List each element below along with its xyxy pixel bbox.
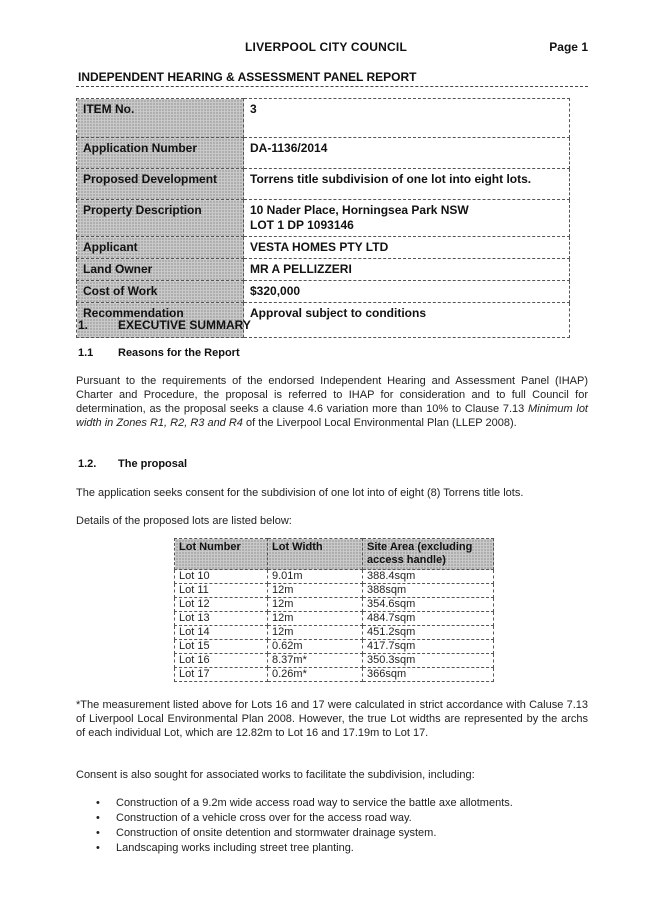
lots-intro-paragraph: Details of the proposed lots are listed below: bbox=[76, 515, 292, 527]
council-name: LIVERPOOL CITY COUNCIL bbox=[245, 40, 407, 54]
subsection-heading bbox=[78, 458, 187, 470]
bullet-icon: • bbox=[96, 827, 100, 839]
header-divider bbox=[76, 86, 588, 87]
site-area: 388.4sqm bbox=[363, 570, 494, 584]
lot-width: 12m bbox=[268, 626, 363, 640]
reasons-paragraph bbox=[76, 374, 588, 430]
list-item-text: Construction of a vehicle cross over for the access road way. bbox=[116, 812, 412, 824]
summary-label: Proposed Development bbox=[77, 169, 244, 200]
summary-label: Application Number bbox=[77, 138, 244, 169]
summary-label: Recommendation bbox=[77, 303, 244, 338]
list-item-text: Construction of a 9.2m wide access road way to service the battle axe allotments. bbox=[116, 797, 513, 809]
summary-row bbox=[77, 99, 570, 138]
list-item-text: Landscaping works including street tree planting. bbox=[116, 842, 354, 854]
site-area: 354.6sqm bbox=[363, 598, 494, 612]
lot-number: Lot 14 bbox=[175, 626, 268, 640]
summary-value: DA-1136/2014 bbox=[244, 138, 570, 169]
column-header: Site Area (excluding access handle) bbox=[363, 539, 494, 570]
lot-width: 12m bbox=[268, 584, 363, 598]
summary-value: Approval subject to conditions bbox=[244, 303, 570, 338]
subsection-number: 1.2. bbox=[78, 458, 97, 470]
summary-label: ITEM No. bbox=[77, 99, 244, 138]
site-area: 366sqm bbox=[363, 668, 494, 682]
summary-label: Cost of Work bbox=[77, 281, 244, 303]
site-area: 451.2sqm bbox=[363, 626, 494, 640]
property-lot: LOT 1 DP 1093146 bbox=[250, 218, 354, 232]
table-row bbox=[175, 570, 494, 584]
lot-number: Lot 16 bbox=[175, 654, 268, 668]
list-item-text: Construction of onsite detention and stormwater drainage system. bbox=[116, 827, 437, 839]
site-area: 350.3sqm bbox=[363, 654, 494, 668]
table-row bbox=[175, 626, 494, 640]
summary-value: 3 bbox=[244, 99, 570, 138]
reasons-text: Pursuant to the requirements of the endorsed Independent Hearing and Assessment Panel (IHAP) Charter and Procedure, the proposal is referred to IHAP for consideration and to full Council for determination, as the proposal seeks a clause 4.6 variation more than 10% to Clause 7.13 bbox=[76, 375, 588, 415]
bullet-icon: • bbox=[96, 812, 100, 824]
list-item bbox=[96, 826, 576, 841]
summary-row bbox=[77, 200, 570, 237]
report-title: INDEPENDENT HEARING & ASSESSMENT PANEL REPORT bbox=[78, 70, 417, 84]
summary-value bbox=[244, 200, 570, 237]
site-area: 417.7sqm bbox=[363, 640, 494, 654]
table-row bbox=[175, 654, 494, 668]
summary-label: Land Owner bbox=[77, 259, 244, 281]
site-area: 388sqm bbox=[363, 584, 494, 598]
property-address: 10 Nader Place, Horningsea Park NSW bbox=[250, 203, 469, 217]
summary-row bbox=[77, 138, 570, 169]
table-row bbox=[175, 598, 494, 612]
summary-value: VESTA HOMES PTY LTD bbox=[244, 237, 570, 259]
bullet-icon: • bbox=[96, 797, 100, 809]
lot-width: 0.62m bbox=[268, 640, 363, 654]
table-row bbox=[175, 640, 494, 654]
summary-label: Applicant bbox=[77, 237, 244, 259]
lot-number: Lot 11 bbox=[175, 584, 268, 598]
lot-number: Lot 13 bbox=[175, 612, 268, 626]
lot-width: 9.01m bbox=[268, 570, 363, 584]
site-area: 484.7sqm bbox=[363, 612, 494, 626]
list-item bbox=[96, 811, 576, 826]
associated-works-paragraph: Consent is also sought for associated works to facilitate the subdivision, including: bbox=[76, 769, 475, 781]
column-header: Lot Width bbox=[268, 539, 363, 570]
summary-row bbox=[77, 259, 570, 281]
section-number: 1. bbox=[78, 318, 89, 332]
section-title: EXECUTIVE SUMMARY bbox=[118, 318, 251, 332]
lot-width: 12m bbox=[268, 612, 363, 626]
summary-value: $320,000 bbox=[244, 281, 570, 303]
summary-row bbox=[77, 237, 570, 259]
clause-title: Minimum lot width in Zones R1, R2, R3 and R4 bbox=[76, 403, 588, 429]
lot-number: Lot 17 bbox=[175, 668, 268, 682]
associated-works-list bbox=[96, 796, 576, 856]
summary-label: Property Description bbox=[77, 200, 244, 237]
lot-number: Lot 10 bbox=[175, 570, 268, 584]
subsection-number: 1.1 bbox=[78, 347, 94, 359]
measurement-footnote: *The measurement listed above for Lots 16 and 17 were calculated in strict accordance with Caluse 7.13 of Liverpool Local Environmental Plan 2008. However, the true Lot widths are represented by the archs of each individual Lot, which are 12.82m to Lot 16 and 17.19m to Lot 17. bbox=[76, 699, 588, 739]
proposed-lots-table bbox=[174, 538, 494, 682]
table-row bbox=[175, 612, 494, 626]
lot-width: 12m bbox=[268, 598, 363, 612]
section-heading bbox=[78, 318, 251, 332]
lot-width: 0.26m* bbox=[268, 668, 363, 682]
subsection-title: The proposal bbox=[118, 458, 188, 470]
table-row bbox=[175, 584, 494, 598]
lot-width: 8.37m* bbox=[268, 654, 363, 668]
summary-row bbox=[77, 169, 570, 200]
reasons-text-end: of the Liverpool Local Environmental Plan (LLEP 2008). bbox=[242, 417, 517, 429]
lot-number: Lot 12 bbox=[175, 598, 268, 612]
proposal-paragraph: The application seeks consent for the subdivision of one lot into of eight (8) Torrens title lots. bbox=[76, 487, 524, 499]
list-item bbox=[96, 796, 576, 811]
summary-value: Torrens title subdivision of one lot into eight lots. bbox=[244, 169, 570, 200]
subsection-heading bbox=[78, 347, 240, 359]
subsection-title: Reasons for the Report bbox=[118, 347, 240, 359]
lot-number: Lot 15 bbox=[175, 640, 268, 654]
list-item bbox=[96, 841, 576, 856]
bullet-icon: • bbox=[96, 842, 100, 854]
table-row bbox=[175, 668, 494, 682]
column-header: Lot Number bbox=[175, 539, 268, 570]
summary-row bbox=[77, 281, 570, 303]
application-summary-table bbox=[76, 98, 570, 338]
lots-header-row bbox=[175, 539, 494, 570]
summary-value: MR A PELLIZZERI bbox=[244, 259, 570, 281]
page-number: Page 1 bbox=[549, 40, 588, 54]
